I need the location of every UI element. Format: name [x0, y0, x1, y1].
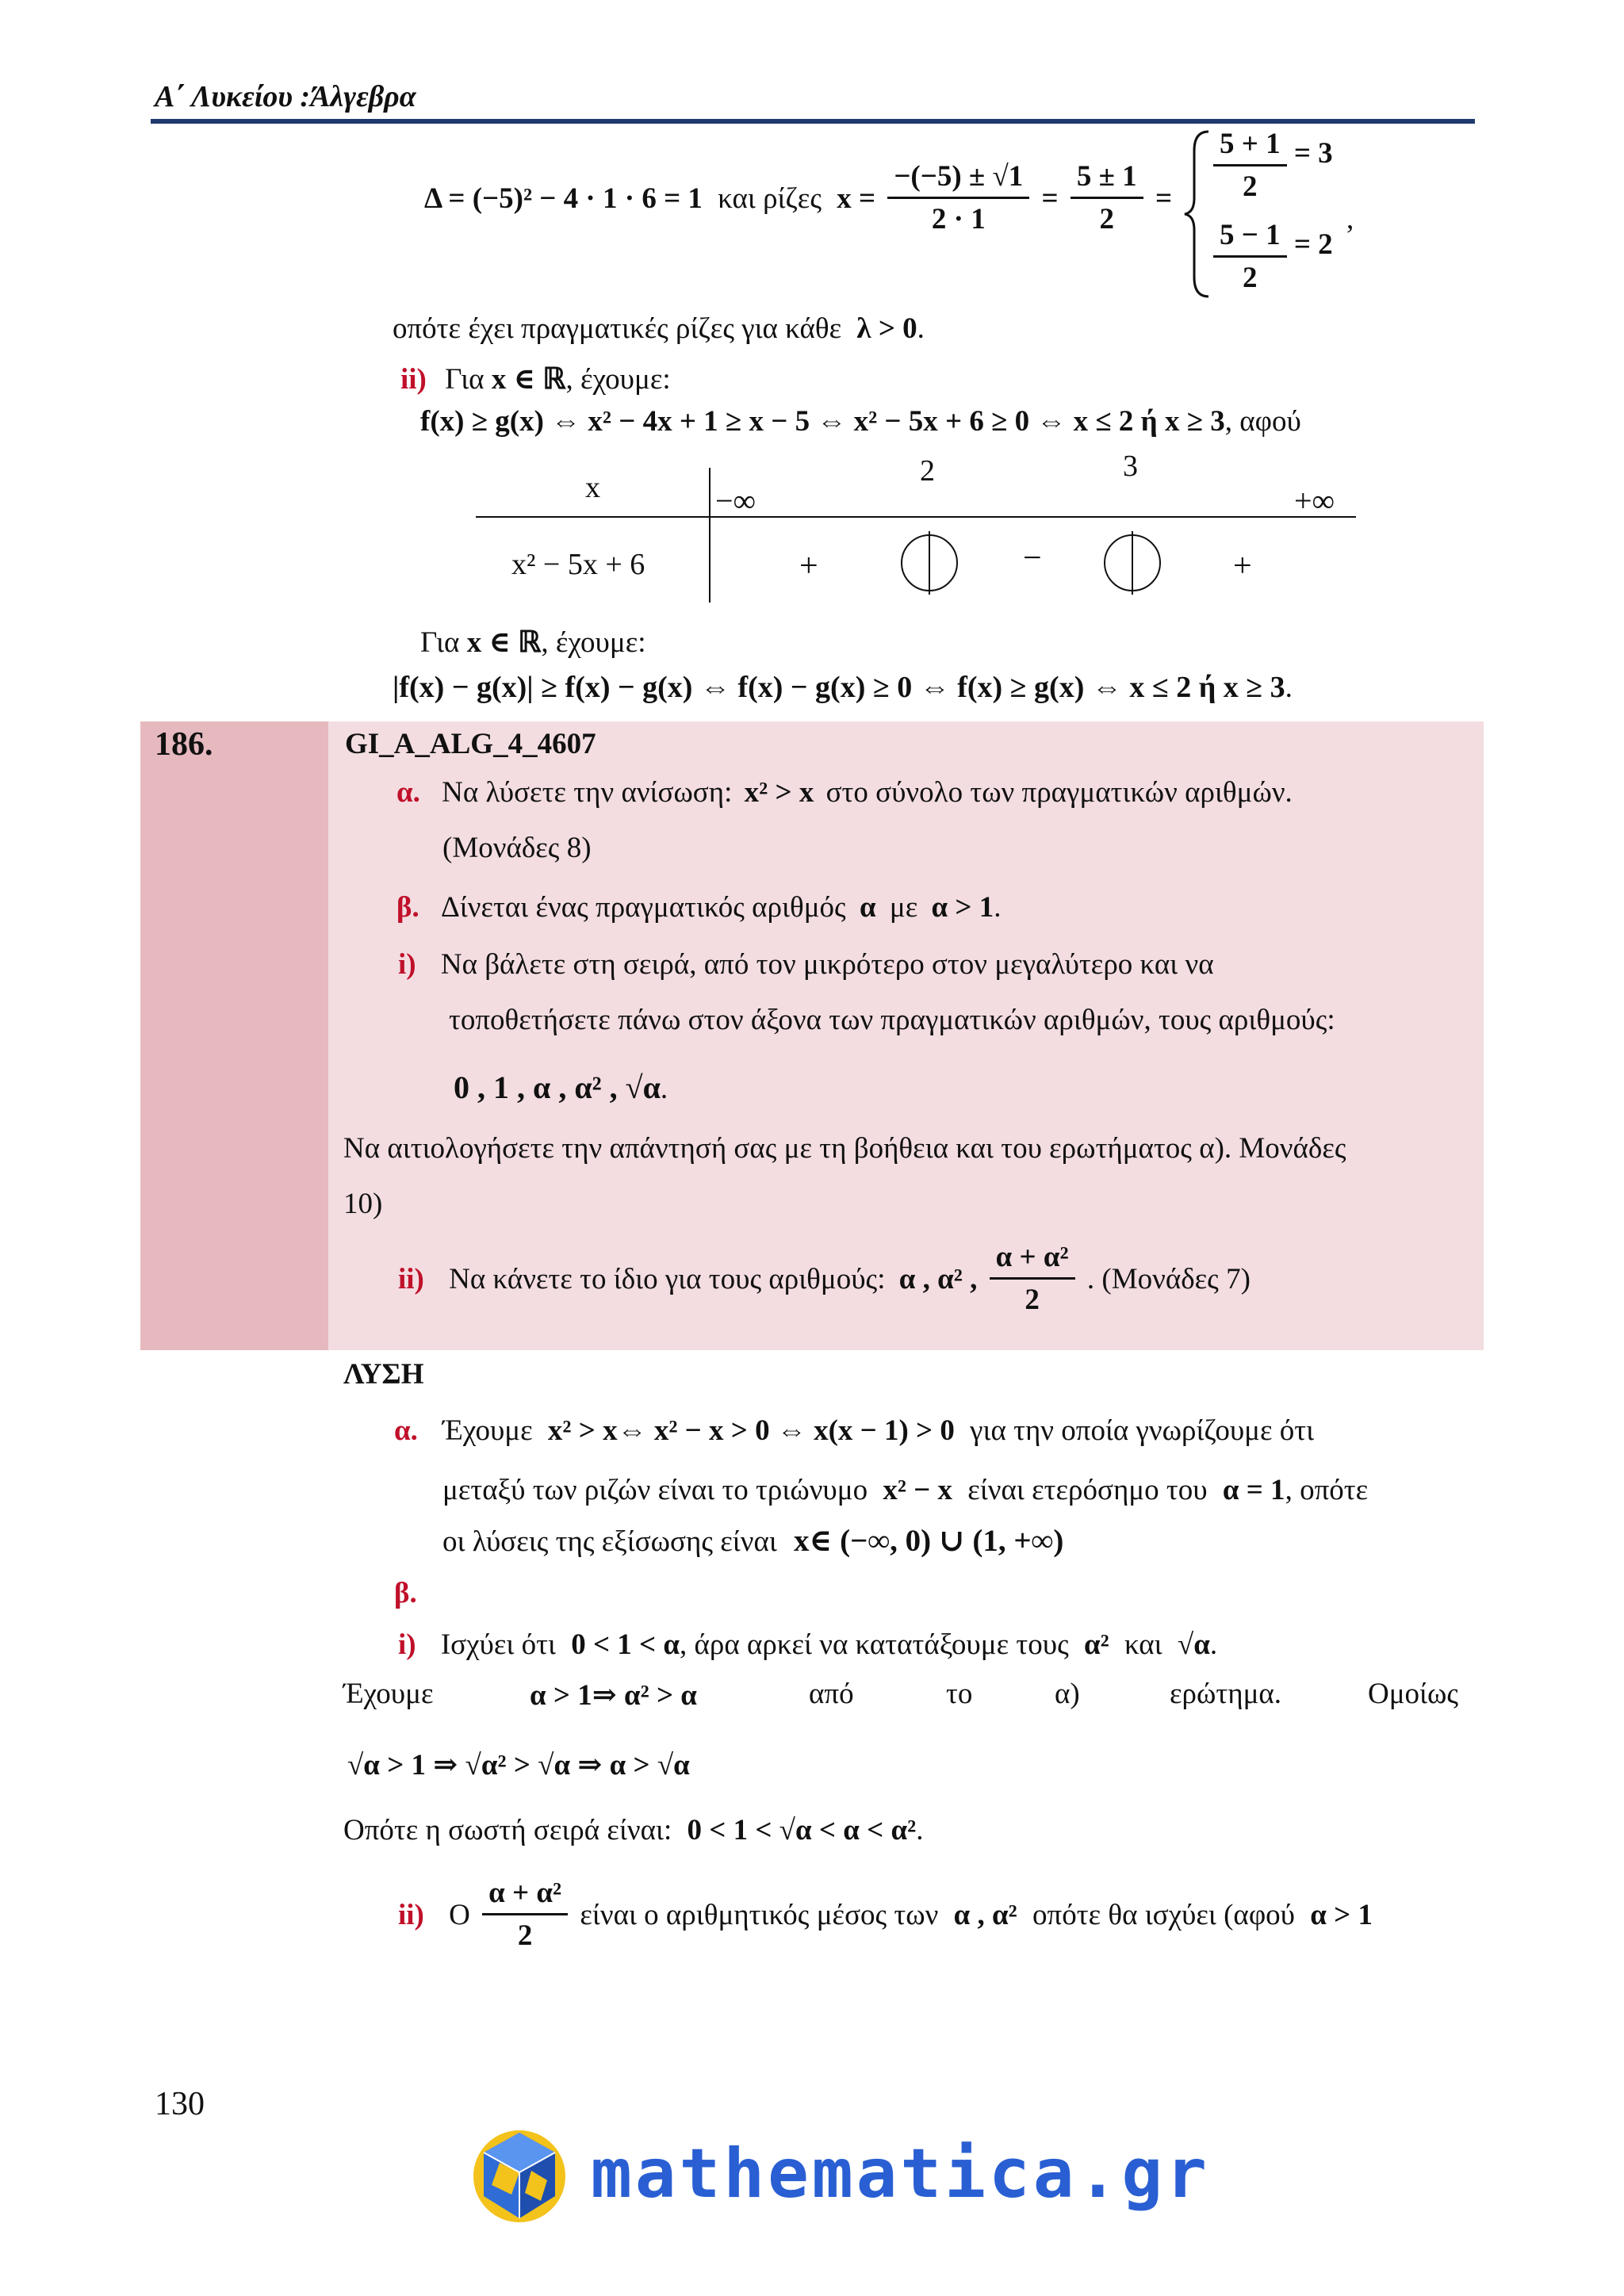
sign-table-minus-inf: −∞: [715, 483, 756, 519]
sign-plus-1: +: [799, 548, 818, 584]
equals-sign-2: =: [1155, 182, 1173, 215]
problem-ii-line: ii) Να κάνετε το ίδιο για τους αριθμούς: α , α² , $\frac{\text{α + α²}}{2}$ . (Μονάδες 7): [398, 1241, 1251, 1316]
problem-code: GI_A_ALG_4_4607: [345, 728, 596, 760]
solution-i-line: i) Ισχύει ότι 0 < 1 < α, άρα αρκεί να κατατάξουμε τους α² και √α.: [398, 1628, 1218, 1661]
sign-plus-2: +: [1233, 548, 1252, 584]
polyhedron-logo-icon: [468, 2125, 571, 2228]
solution-a-paren: α): [1055, 1678, 1080, 1710]
problem-number: 186.: [155, 726, 213, 763]
problem-i-line-2: τοποθετήσετε πάνω στον άξονα των πραγματικών αριθμών, τους αριθμούς:: [449, 1004, 1335, 1036]
logo-text[interactable]: mathematica.gr: [591, 2134, 1210, 2214]
solution-title: ΛΥΣΗ: [343, 1358, 424, 1391]
problem-number-column: [140, 721, 328, 1350]
problem-a-line: α. Να λύσετε την ανίσωση: x² > x στο σύνολο των πραγματικών αριθμών.: [396, 776, 1293, 809]
solution-echoume-echoume: Έχουμε: [343, 1678, 434, 1710]
problem-i-line-1: i) Να βάλετε στη σειρά, από τον μικρότερο στον μεγαλύτερο και να: [398, 948, 1214, 981]
problem-b-line: β. Δίνεται ένας πραγματικός αριθμός α με α > 1.: [396, 891, 1002, 924]
after-table-gia-line: Για x ∈ ℝ, έχουμε:: [420, 626, 646, 659]
solution-apo: από: [809, 1678, 854, 1710]
problem-justify-line-1: Να αιτιολογήσετε την απάντησή σας με τη βοήθεια και του ερωτήματος α). Μονάδες: [343, 1132, 1346, 1165]
problem-i-list: 0 , 1 , α , α² , √α.: [454, 1070, 668, 1105]
absolute-value-chain: |f(x) − g(x)| ≥ f(x) − g(x) ⇔ f(x) − g(x) ≥ 0 ⇔ f(x) ≥ g(x) ⇔ x ≤ 2 ή x ≥ 3.: [393, 671, 1293, 704]
solution-omoios: Ομοίως: [1368, 1678, 1459, 1710]
sign-table: [476, 452, 1356, 610]
roots-fraction-2: $\frac{5 \pm 1}{2}$: [1071, 159, 1143, 236]
problem-a-marks: (Μονάδες 8): [442, 832, 592, 864]
cases-brace-icon: [1182, 127, 1213, 301]
sign-table-plus-inf: +∞: [1294, 483, 1335, 519]
header-rule: [151, 119, 1475, 124]
x-equals: x =: [837, 182, 876, 215]
problem-ii-fraction: $\frac{\text{α + α²}}{2}$: [990, 1240, 1075, 1317]
delta-equation: Δ = (−5)² − 4 · 1 · 6 = 1: [424, 182, 703, 215]
opote-line: οπότε έχει πραγματικές ρίζες για κάθε λ > 0.: [393, 312, 925, 345]
ii-gia-line: ii) Για x ∈ ℝ, έχουμε:: [400, 363, 671, 396]
solution-ii-line: ii) Ο $\frac{\text{α + α²}}{2}$ είναι ο αριθμητικός μέσος των α , α² οπότε θα ισχύει (αφού α > 1: [398, 1877, 1373, 1952]
solution-sqrt-chain: √α > 1 ⇒ √α² > √α ⇒ α > √α: [347, 1749, 690, 1781]
case-2: $\frac{5 - 1}{2}$ = 2: [1213, 218, 1333, 295]
comma: ,: [1346, 203, 1354, 235]
sign-table-polynomial: x² − 5x + 6: [511, 548, 645, 581]
solution-a-line-3: οι λύσεις της εξίσωσης είναι x∈ (−∞, 0) ∪ (1, +∞): [442, 1524, 1064, 1558]
header-title: Α΄ Λυκείου :Άλγεβρα: [155, 80, 416, 113]
solution-ii-fraction: $\frac{\text{α + α²}}{2}$: [482, 1876, 568, 1953]
case-1: $\frac{5 + 1}{2}$ = 3: [1213, 127, 1333, 204]
sign-table-root-2: 2: [920, 454, 935, 488]
sign-table-root-3: 3: [1123, 450, 1138, 483]
kai-rizes-text: και ρίζες: [718, 182, 822, 215]
solution-b-label: β.: [394, 1577, 417, 1609]
problem-justify-line-2: 10): [343, 1188, 383, 1220]
solution-a-line-2: μεταξύ των ριζών είναι το τριώνυμο x² − x είναι ετερόσημο του α = 1, οπότε: [442, 1474, 1369, 1506]
solution-echoume-math: α > 1⇒ α² > α: [530, 1679, 697, 1712]
roots-fraction-1: $\frac{-(-5) \pm √1}{2 \cdot 1}$: [887, 159, 1029, 236]
solution-to: το: [946, 1678, 973, 1710]
sign-minus: −: [1023, 540, 1042, 576]
discriminant-line: [424, 160, 1173, 239]
page-number: 130: [155, 2086, 205, 2122]
sign-table-x-label: x: [585, 471, 600, 504]
solution-a-line-1: α. Έχουμε x² > x⇔ x² − x > 0 ⇔ x(x − 1) > 0 για την οποία γνωρίζουμε ότι: [394, 1414, 1315, 1447]
solution-order-line: Οπότε η σωστή σειρά είναι: 0 < 1 < √α < α < α².: [343, 1814, 924, 1846]
equals-sign: =: [1041, 182, 1059, 215]
solution-erotima: ερώτημα.: [1170, 1678, 1282, 1710]
inequality-chain: f(x) ≥ g(x) ⇔ x² − 4x + 1 ≥ x − 5 ⇔ x² − 5x + 6 ≥ 0 ⇔ x ≤ 2 ή x ≥ 3, αφού: [420, 405, 1301, 438]
